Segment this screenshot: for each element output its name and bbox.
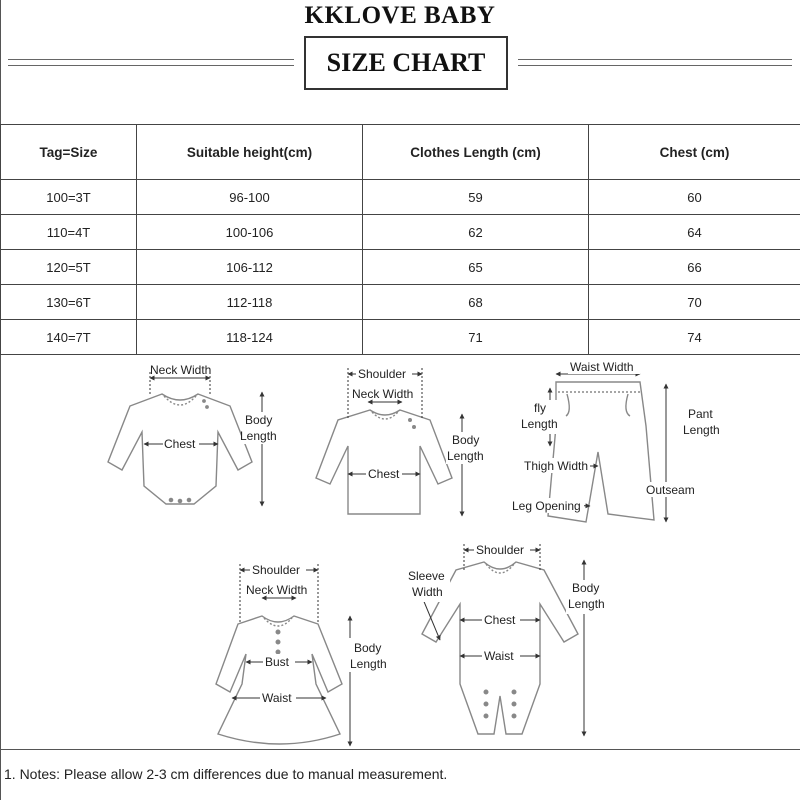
cell-height: 118-124	[137, 320, 363, 355]
title-rule-right	[518, 59, 792, 66]
pants-fly-label: fly	[534, 401, 546, 415]
romper-length-label: Length	[568, 597, 605, 611]
title-rule-left	[8, 59, 294, 66]
pants-pant-label: Pant	[688, 407, 713, 421]
notes-text: 1. Notes: Please allow 2-3 cm differences due to manual measurement.	[4, 766, 448, 782]
dress-neck-width-label: Neck Width	[246, 583, 308, 597]
col-header-height: Suitable height(cm)	[137, 125, 363, 180]
table-row	[1, 250, 800, 285]
cell-chest: 66	[589, 250, 800, 285]
table-row	[1, 215, 800, 250]
measurement-illustrations	[0, 354, 800, 749]
cell-clothes-length: 65	[363, 250, 589, 285]
dress-length-label: Length	[350, 657, 387, 671]
romper-sleeve-label: Sleeve	[408, 569, 445, 583]
tshirt-length-label: Length	[447, 449, 484, 463]
cell-clothes-length: 68	[363, 285, 589, 320]
dress-body-label: Body	[354, 641, 382, 655]
cell-clothes-length: 59	[363, 180, 589, 215]
pants-outseam-label: Outseam	[646, 483, 695, 497]
pants-leg-opening-label: Leg Opening	[512, 499, 581, 513]
brand-title: KKLOVE BABY	[304, 2, 496, 29]
dress-bust-label: Bust	[265, 655, 290, 669]
col-header-chest: Chest (cm)	[589, 125, 800, 180]
bodysuit-chest-label: Chest	[164, 437, 196, 451]
cell-clothes-length: 71	[363, 320, 589, 355]
cell-tag-size: 130=6T	[1, 285, 137, 320]
cell-chest: 64	[589, 215, 800, 250]
cell-tag-size: 110=4T	[1, 215, 137, 250]
romper-shoulder-label: Shoulder	[476, 543, 525, 557]
dress-diagram	[216, 616, 342, 744]
size-chart-title: SIZE CHART	[304, 36, 508, 90]
cell-tag-size: 120=5T	[1, 250, 137, 285]
size-table	[0, 124, 800, 355]
cell-tag-size: 100=3T	[1, 180, 137, 215]
cell-chest: 60	[589, 180, 800, 215]
dress-shoulder-label: Shoulder	[252, 563, 301, 577]
col-header-clothes-length: Clothes Length (cm)	[363, 125, 589, 180]
pants-waist-width-label: Waist Width	[570, 360, 634, 374]
dress-waist-label: Waist	[262, 691, 292, 705]
cell-height: 112-118	[137, 285, 363, 320]
romper-chest-label: Chest	[484, 613, 516, 627]
pants-thigh-width-label: Thigh Width	[524, 459, 589, 473]
cell-clothes-length: 62	[363, 215, 589, 250]
cell-height: 106-112	[137, 250, 363, 285]
table-row	[1, 285, 800, 320]
tshirt-body-label: Body	[452, 433, 480, 447]
cell-tag-size: 140=7T	[1, 320, 137, 355]
tshirt-shoulder-label: Shoulder	[358, 367, 407, 381]
pants-pant-length-label: Length	[683, 423, 720, 437]
bodysuit-neck-width-label: Neck Width	[150, 363, 212, 377]
romper-waist-label: Waist	[484, 649, 514, 663]
table-row	[1, 320, 800, 355]
table-header-row	[1, 125, 800, 180]
pants-fly-length-label: Length	[521, 417, 558, 431]
tshirt-diagram	[316, 410, 452, 514]
tshirt-chest-label: Chest	[368, 467, 400, 481]
col-header-tag-size: Tag=Size	[1, 125, 137, 180]
romper-sleeve-width-label: Width	[412, 585, 443, 599]
bodysuit-body-label: Body	[245, 413, 273, 427]
notes-divider	[0, 749, 800, 750]
cell-height: 100-106	[137, 215, 363, 250]
tshirt-neck-width-label: Neck Width	[352, 387, 414, 401]
cell-chest: 74	[589, 320, 800, 355]
bodysuit-length-label: Length	[240, 429, 277, 443]
cell-height: 96-100	[137, 180, 363, 215]
table-row	[1, 180, 800, 215]
cell-chest: 70	[589, 285, 800, 320]
romper-body-label: Body	[572, 581, 600, 595]
